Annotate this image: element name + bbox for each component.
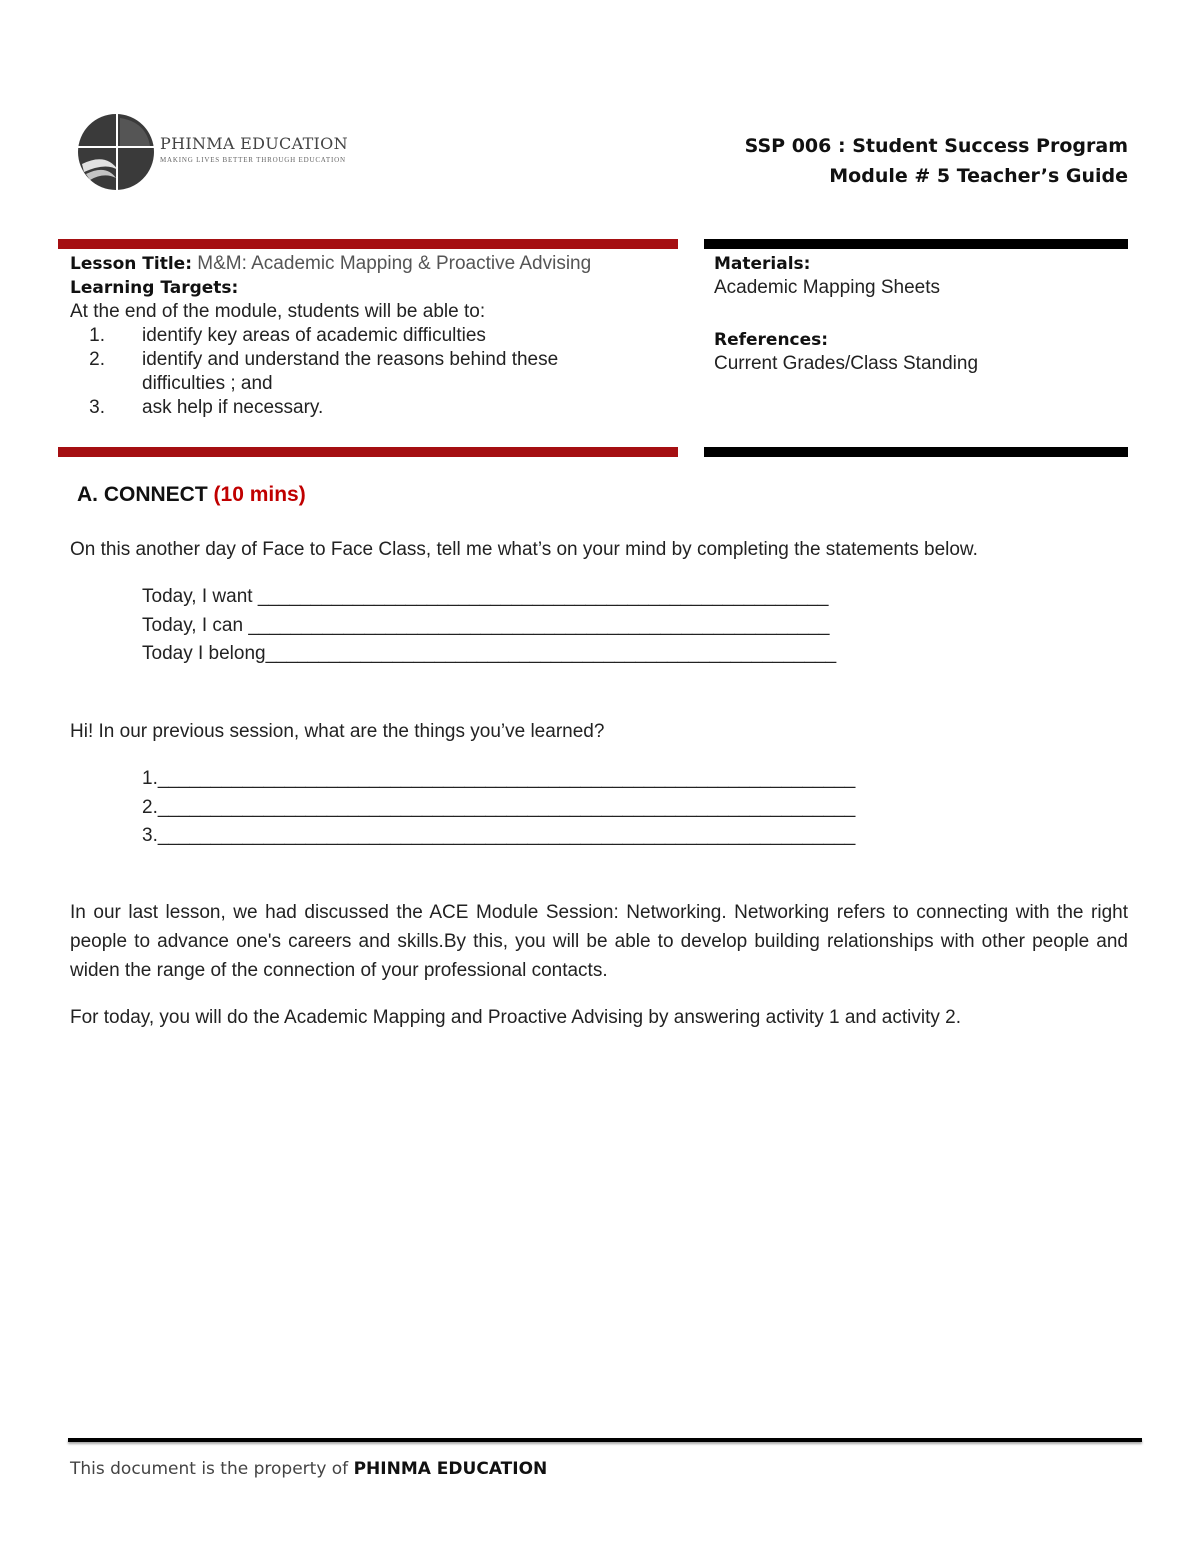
today-paragraph: For today, you will do the Academic Mapping and Proactive Advising by answering activity 1 and activity 2. xyxy=(70,1007,961,1028)
module-title: Module # 5 Teacher’s Guide xyxy=(829,165,1128,187)
logo-name: PHINMA EDUCATION xyxy=(160,134,348,153)
list-item xyxy=(70,348,670,396)
connect-intro: On this another day of Face to Face Class, tell me what’s on your mind by completing the statements below. xyxy=(70,539,978,560)
footer-divider xyxy=(68,1438,1142,1442)
references-value: Current Grades/Class Standing xyxy=(714,353,979,374)
footer xyxy=(70,1459,547,1479)
section-time: (10 mins) xyxy=(213,483,306,506)
list-text: ask help if necessary. xyxy=(142,397,324,418)
footer-owner: PHINMA EDUCATION xyxy=(353,1459,548,1479)
previous-session-question: Hi! In our previous session, what are the things you’ve learned? xyxy=(70,721,605,742)
logo-tagline: MAKING LIVES BETTER THROUGH EDUCATION xyxy=(160,156,346,164)
statement-line: Today, I can _______________________________________________________ xyxy=(142,614,830,636)
list-number: 1. xyxy=(89,325,105,346)
list-number: 3. xyxy=(89,397,105,418)
recap-paragraph: In our last lesson, we had discussed the ACE Module Session: Networking. Networking refers to connecting with the right people to advance one's careers and skills.By this, you will be able to develop building relationships with other people and widen the range of the connection of your professional contacts. xyxy=(70,902,1128,981)
answer-line: 3.__________________________________________________________________ xyxy=(142,825,856,846)
materials-box xyxy=(714,252,1134,376)
course-title: SSP 006 : Student Success Program xyxy=(744,135,1128,157)
footer-text: This document is the property of xyxy=(70,1459,349,1479)
lesson-title-value: M&M: Academic Mapping & Proactive Advising xyxy=(197,253,592,274)
learning-targets-list xyxy=(70,324,670,420)
lesson-title-label: Lesson Title: xyxy=(70,254,193,274)
logo-emblem-icon xyxy=(76,112,156,192)
section-title xyxy=(77,483,306,507)
statement-line: Today, I want ______________________________________________________ xyxy=(142,586,829,607)
list-item xyxy=(70,324,670,348)
statements-list xyxy=(142,583,836,669)
document-header xyxy=(745,131,1128,191)
answers-list xyxy=(142,765,855,851)
materials-label: Materials: xyxy=(714,254,811,274)
list-text: identify key areas of academic difficulties xyxy=(142,325,486,346)
learning-targets-intro: At the end of the module, students will be able to: xyxy=(70,301,486,322)
answer-line: 2.__________________________________________________________________ xyxy=(142,796,856,818)
phinma-logo xyxy=(76,112,348,192)
bottom-divider-black xyxy=(704,447,1128,457)
list-item xyxy=(70,396,670,420)
references-label: References: xyxy=(714,330,829,350)
top-divider-black xyxy=(704,239,1128,249)
bottom-divider-red xyxy=(58,447,678,457)
top-divider-red xyxy=(58,239,678,249)
statement-line: Today I belong______________________________________________________ xyxy=(142,643,837,664)
materials-value: Academic Mapping Sheets xyxy=(714,277,941,298)
section-heading: A. CONNECT xyxy=(77,483,208,506)
list-number: 2. xyxy=(89,349,105,370)
lesson-title-row xyxy=(70,252,670,276)
answer-line: 1.__________________________________________________________________ xyxy=(142,768,856,789)
learning-targets-label: Learning Targets: xyxy=(70,278,239,298)
list-text: identify and understand the reasons behind these difficulties ; and xyxy=(142,349,559,394)
lesson-box xyxy=(70,252,670,420)
